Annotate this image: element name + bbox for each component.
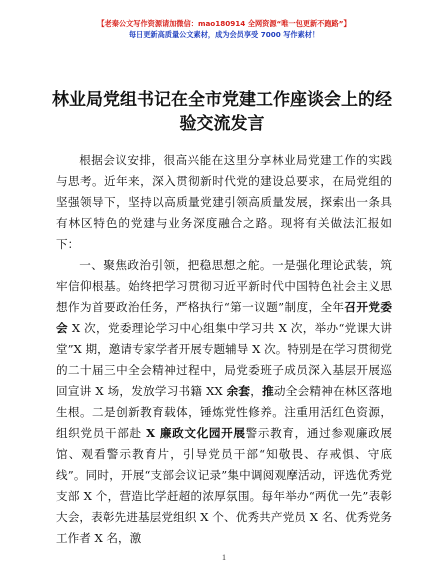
text-run: 警示教育，通过参观廉政展馆、观看警示教育片，引导党员干部“知敬畏、存戒惧、守底线”。同时，开展“支部会议记录”集中调阅观摩活动，评选优秀党支部 X 个，营造比学赶超的浓厚氛围。每年举办“两优一先”表彰大会，表彰先进基层党组织 X 个、优秀共产党员 X 名、优秀党务工作者 X 名，激 — [56, 426, 392, 545]
bold-run: 召开党委会 — [56, 300, 392, 335]
intro-paragraph: 根据会议安排，很高兴能在这里分享林业局党建工作的实践与思考。近年来，深入贯彻新时代党的建设总要求，在局党组的坚强领导下，坚持以高质量党建引领高质量发展，探索出一条具有林区特色的党建与业务深度融合之路。现将有关做法汇报如下： — [56, 153, 392, 251]
text-run: X 次，党委理论学习中心组集中学习共 X 次，举办“党课大讲堂”X 期，邀请专家学者开展专题辅导 X 次。特别是在学习贯彻党的二十届三中全会精神过程中，局党委班子成员深入基层开展巡回宣讲 X 场，发放学习书籍 XX — [56, 321, 392, 398]
text-run: ， — [250, 384, 263, 398]
document-body — [56, 150, 392, 549]
section-one-paragraph — [56, 255, 392, 549]
page-number: 1 — [222, 553, 226, 562]
promo-line-2: 每日更新高质量公文素材，成为会员享受 7000 写作素材！ — [128, 30, 320, 39]
promo-bracket-right: 】 — [343, 19, 351, 28]
promo-bracket-left: 【 — [97, 19, 105, 28]
bold-run: X 廉政文化园开展 — [146, 426, 246, 440]
promo-wechat-text: 老秦公文写作资源请加微信：mao180914 全网资源“唯一包更新不跑路” — [104, 19, 344, 28]
text-run: 动全会精神在林区落地生根。二是创新教育载体，锤炼党性修养。注重用活红色资源，组织党员干部赴 — [56, 384, 392, 440]
document-title: 林业局党组书记在全市党建工作座谈会上的经验交流发言 — [52, 90, 392, 134]
bold-run: 余套 — [226, 384, 251, 398]
bold-run: 推 — [262, 384, 274, 398]
text-run: 一、聚焦政治引领，把稳思想之舵。一是强化理论武装，筑牢信仰根基。始终把学习贯彻习近平新时代中国特色社会主义思想作为首要政治任务，严格执行“第一议题”制度，全年 — [56, 258, 392, 314]
promo-line-1 — [0, 19, 448, 29]
